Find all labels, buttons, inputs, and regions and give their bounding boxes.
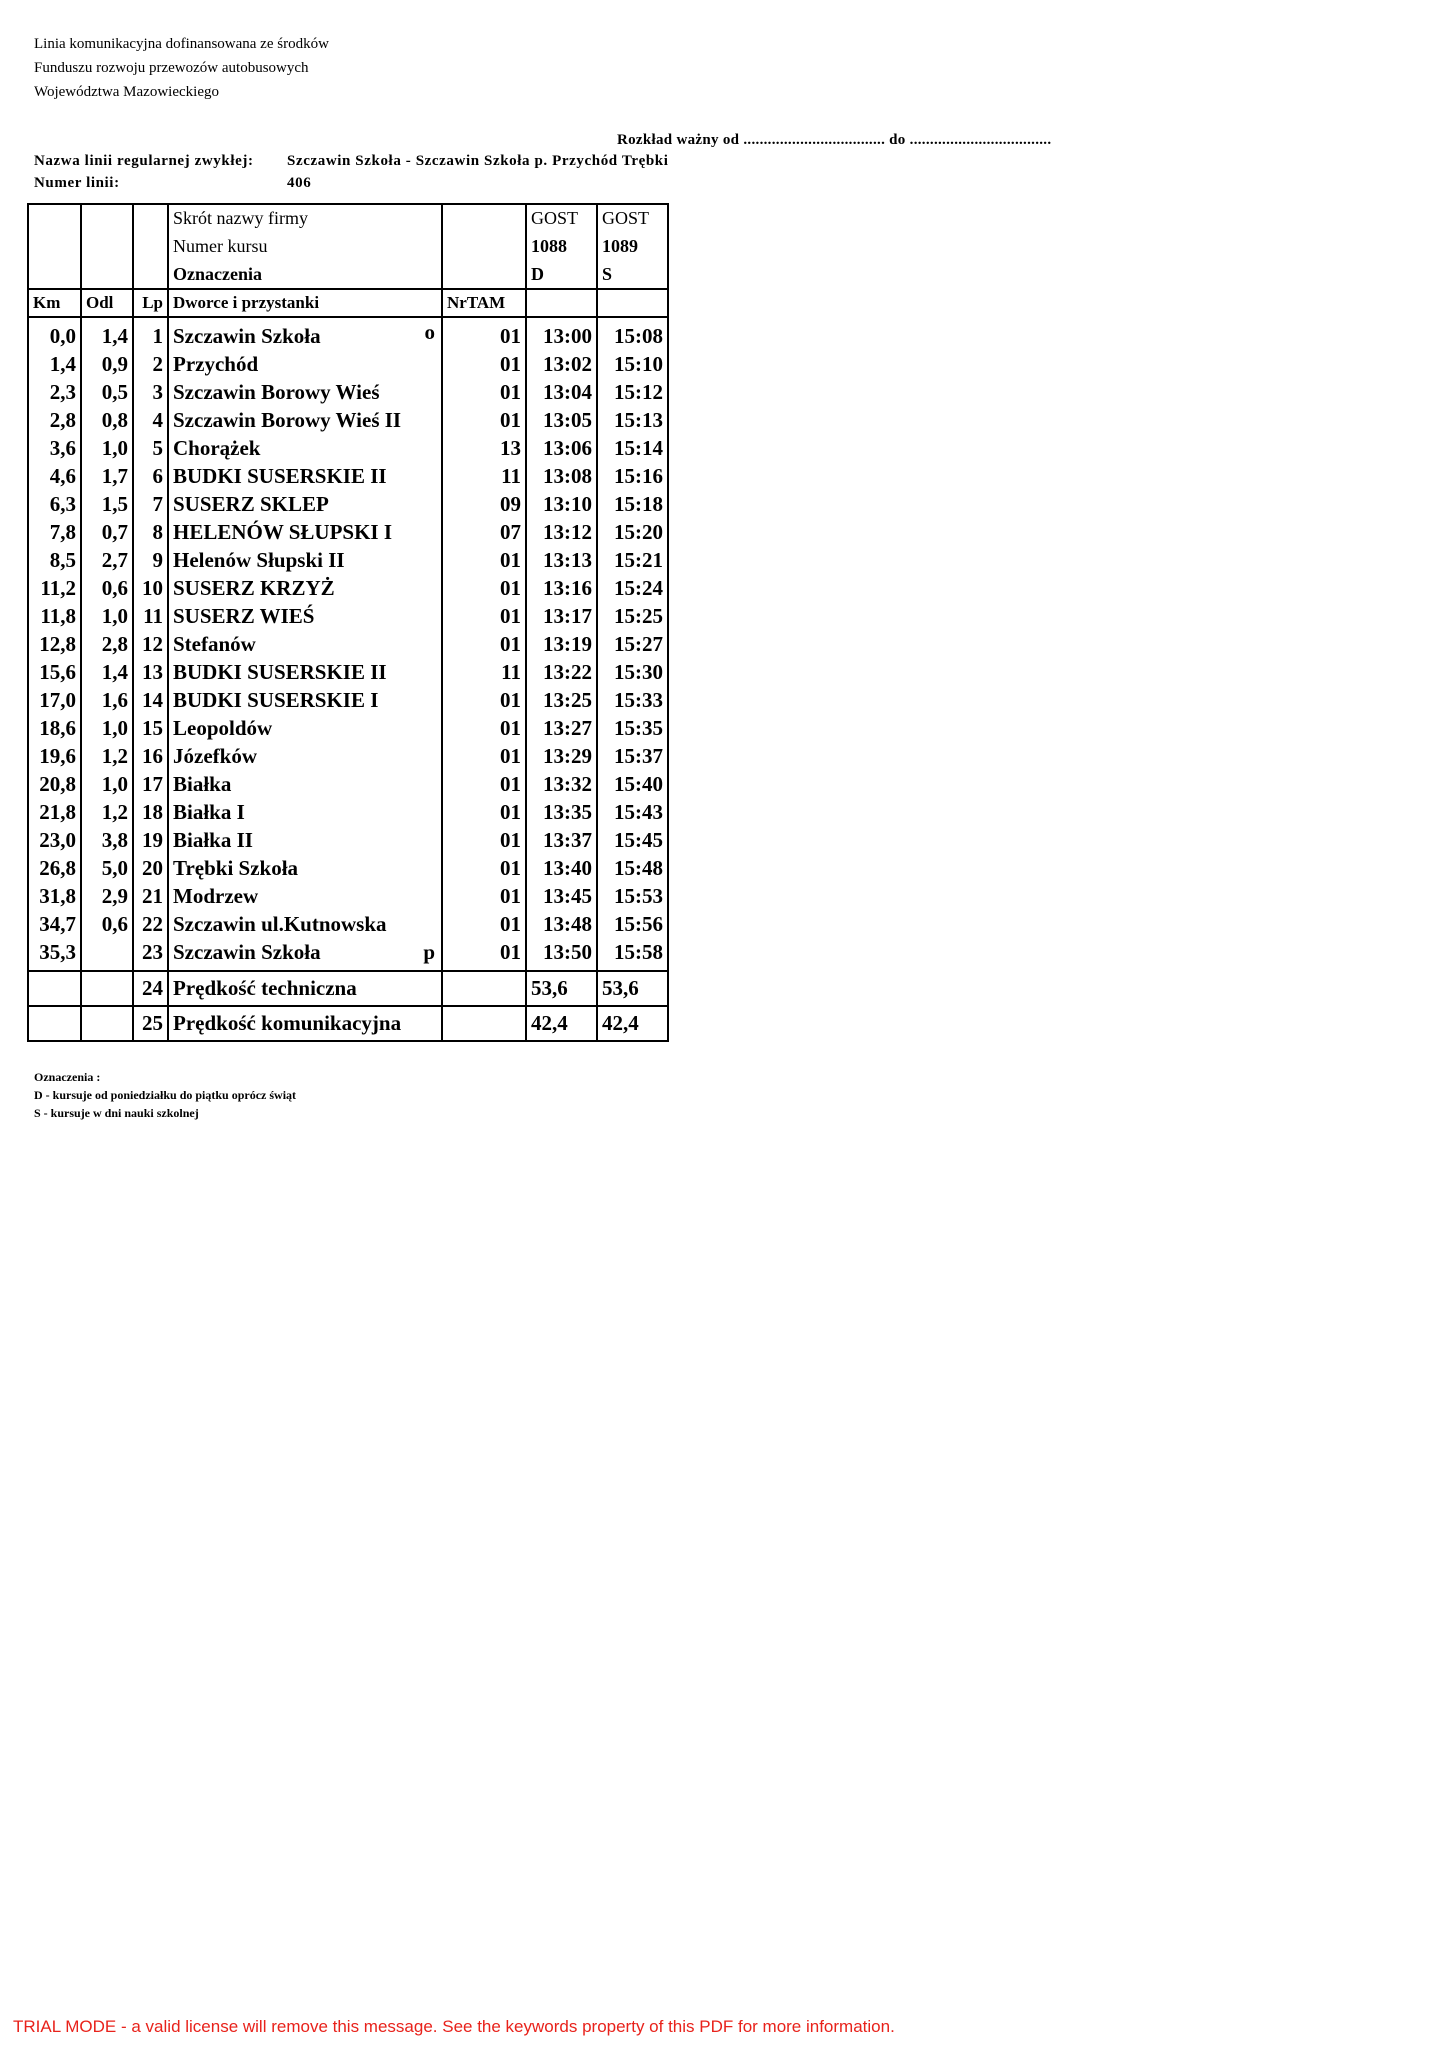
- stop-distance: 1,7: [81, 462, 133, 490]
- stop-km: 18,6: [28, 714, 81, 742]
- stop-name: Szczawin ul.Kutnowska: [173, 912, 387, 936]
- stop-name: Stefanów: [173, 632, 256, 656]
- summary-empty: [28, 971, 81, 1006]
- stop-time-1089: 15:25: [597, 602, 668, 630]
- stop-time-1088: 13:45: [526, 882, 597, 910]
- stop-row: [28, 630, 668, 658]
- stop-km: 26,8: [28, 854, 81, 882]
- stop-distance: 2,7: [81, 546, 133, 574]
- company-name: GOST: [597, 204, 668, 232]
- stop-distance: 1,0: [81, 770, 133, 798]
- summary-empty: [28, 1006, 81, 1041]
- stop-nrtam: 01: [442, 938, 526, 971]
- stop-flag: p: [423, 940, 435, 964]
- line-name-label: Nazwa linii regularnej zwykłej:: [34, 153, 254, 169]
- stop-name: Szczawin Borowy Wieś II: [173, 408, 402, 432]
- summary-lp: 25: [133, 1006, 168, 1041]
- stop-time-1089: 15:13: [597, 406, 668, 434]
- stop-time-1088: 13:02: [526, 350, 597, 378]
- stop-row: [28, 350, 668, 378]
- stop-time-1089: 15:56: [597, 910, 668, 938]
- stop-row: [28, 910, 668, 938]
- trial-watermark: TRIAL MODE - a valid license will remove this message. See the keywords property of this PDF for more information.: [13, 2017, 895, 2036]
- stop-km: 11,2: [28, 574, 81, 602]
- stop-km: 23,0: [28, 826, 81, 854]
- stop-time-1088: 13:06: [526, 434, 597, 462]
- stop-distance: 1,5: [81, 490, 133, 518]
- legend-title: Oznaczenia :: [34, 1070, 101, 1084]
- stop-time-1088: 13:35: [526, 798, 597, 826]
- stop-time-1089: 15:58: [597, 938, 668, 971]
- stop-row: [28, 518, 668, 546]
- stop-name-cell: [168, 462, 442, 490]
- stop-time-1088: 13:37: [526, 826, 597, 854]
- stop-name: Szczawin Szkoła: [173, 324, 321, 348]
- stop-distance: [81, 938, 133, 971]
- stop-name: Szczawin Szkoła: [173, 940, 321, 964]
- stop-lp: 13: [133, 658, 168, 686]
- stop-nrtam: 01: [442, 770, 526, 798]
- stop-nrtam: 01: [442, 742, 526, 770]
- stop-nrtam: 01: [442, 317, 526, 350]
- stop-time-1089: 15:33: [597, 686, 668, 714]
- stop-km: 2,8: [28, 406, 81, 434]
- stop-nrtam: 01: [442, 854, 526, 882]
- stop-lp: 18: [133, 798, 168, 826]
- stop-distance: 0,7: [81, 518, 133, 546]
- stop-name: Modrzew: [173, 884, 259, 908]
- stop-lp: 4: [133, 406, 168, 434]
- stop-name-cell: [168, 434, 442, 462]
- stop-lp: 19: [133, 826, 168, 854]
- stop-row: [28, 378, 668, 406]
- stop-name-cell: [168, 798, 442, 826]
- stop-nrtam: 01: [442, 826, 526, 854]
- stop-name: Józefków: [173, 744, 257, 768]
- stop-km: 19,6: [28, 742, 81, 770]
- summary-label: Prędkość komunikacyjna: [168, 1006, 442, 1041]
- stop-name-cell: [168, 742, 442, 770]
- stop-lp: 1: [133, 317, 168, 350]
- stop-name-cell: [168, 602, 442, 630]
- stop-row: [28, 854, 668, 882]
- timetable: [27, 203, 669, 1042]
- stop-time-1088: 13:08: [526, 462, 597, 490]
- stop-nrtam: 01: [442, 910, 526, 938]
- stop-row: [28, 686, 668, 714]
- stop-nrtam: 01: [442, 798, 526, 826]
- stop-time-1088: 13:29: [526, 742, 597, 770]
- stop-time-1088: 13:16: [526, 574, 597, 602]
- summary-empty: [81, 1006, 133, 1041]
- stop-lp: 16: [133, 742, 168, 770]
- stop-time-1088: 13:48: [526, 910, 597, 938]
- stop-lp: 2: [133, 350, 168, 378]
- stop-distance: 1,6: [81, 686, 133, 714]
- stop-distance: 1,2: [81, 742, 133, 770]
- stop-name-cell: [168, 714, 442, 742]
- stop-km: 2,3: [28, 378, 81, 406]
- summary-value-1089: 53,6: [597, 971, 668, 1006]
- stop-row: [28, 602, 668, 630]
- stop-name: Przychód: [173, 352, 259, 376]
- stop-nrtam: 01: [442, 350, 526, 378]
- stop-nrtam: 13: [442, 434, 526, 462]
- stop-time-1089: 15:35: [597, 714, 668, 742]
- stop-name-cell: [168, 317, 442, 350]
- marks-label: Oznaczenia: [168, 261, 442, 289]
- stop-time-1089: 15:18: [597, 490, 668, 518]
- summary-value-1088: 42,4: [526, 1006, 597, 1041]
- stop-lp: 15: [133, 714, 168, 742]
- stop-row: [28, 658, 668, 686]
- company-name: GOST: [526, 204, 597, 232]
- stop-name: Helenów Słupski II: [173, 548, 345, 572]
- legend-item-s: S - kursuje w dni nauki szkolnej: [34, 1106, 199, 1120]
- stop-distance: 1,0: [81, 434, 133, 462]
- stop-time-1089: 15:53: [597, 882, 668, 910]
- summary-row: [28, 971, 668, 1006]
- stop-km: 21,8: [28, 798, 81, 826]
- stop-time-1088: 13:32: [526, 770, 597, 798]
- stop-time-1088: 13:22: [526, 658, 597, 686]
- stop-time-1089: 15:10: [597, 350, 668, 378]
- stop-row: [28, 434, 668, 462]
- stop-nrtam: 07: [442, 518, 526, 546]
- stop-row: [28, 462, 668, 490]
- column-header-nrtam: NrTAM: [442, 289, 526, 317]
- stop-time-1088: 13:50: [526, 938, 597, 971]
- stop-name-cell: [168, 882, 442, 910]
- stop-lp: 7: [133, 490, 168, 518]
- course-number: 1089: [597, 232, 668, 261]
- funding-line: Linia komunikacyjna dofinansowana ze środków: [34, 36, 329, 52]
- stop-time-1089: 15:08: [597, 317, 668, 350]
- stop-km: 11,8: [28, 602, 81, 630]
- stop-distance: 0,6: [81, 910, 133, 938]
- stop-time-1089: 15:48: [597, 854, 668, 882]
- stop-time-1088: 13:04: [526, 378, 597, 406]
- stop-nrtam: 01: [442, 406, 526, 434]
- stop-time-1089: 15:20: [597, 518, 668, 546]
- stop-row: [28, 742, 668, 770]
- column-header-odl: Odl: [81, 289, 133, 317]
- stop-row: [28, 882, 668, 910]
- column-header-lp: Lp: [133, 289, 168, 317]
- stop-time-1088: 13:17: [526, 602, 597, 630]
- stop-nrtam: 01: [442, 630, 526, 658]
- stop-time-1089: 15:14: [597, 434, 668, 462]
- stop-name: SUSERZ WIEŚ: [173, 604, 315, 628]
- stop-lp: 9: [133, 546, 168, 574]
- stop-km: 7,8: [28, 518, 81, 546]
- legend-item-d: D - kursuje od poniedziałku do piątku oprócz świąt: [34, 1088, 297, 1102]
- stop-km: 12,8: [28, 630, 81, 658]
- stop-nrtam: 09: [442, 490, 526, 518]
- column-header-stops: Dworce i przystanki: [168, 289, 442, 317]
- stop-distance: 2,8: [81, 630, 133, 658]
- stop-name-cell: [168, 406, 442, 434]
- stop-nrtam: 01: [442, 686, 526, 714]
- stop-lp: 8: [133, 518, 168, 546]
- stop-time-1089: 15:37: [597, 742, 668, 770]
- stop-nrtam: 01: [442, 602, 526, 630]
- stop-km: 35,3: [28, 938, 81, 971]
- stop-distance: 1,2: [81, 798, 133, 826]
- summary-lp: 24: [133, 971, 168, 1006]
- stop-name: Trębki Szkoła: [173, 856, 299, 880]
- stop-time-1088: 13:10: [526, 490, 597, 518]
- stop-name: Białka I: [173, 800, 245, 824]
- stop-time-1089: 15:27: [597, 630, 668, 658]
- stop-km: 34,7: [28, 910, 81, 938]
- stop-lp: 20: [133, 854, 168, 882]
- stop-km: 17,0: [28, 686, 81, 714]
- column-header-km: Km: [28, 289, 81, 317]
- summary-empty: [442, 971, 526, 1006]
- stop-nrtam: 11: [442, 462, 526, 490]
- legend-notes: [34, 1068, 296, 1122]
- stop-name-cell: [168, 658, 442, 686]
- stop-time-1089: 15:30: [597, 658, 668, 686]
- stop-flag: o: [424, 320, 435, 344]
- stop-row: [28, 798, 668, 826]
- stop-row: [28, 406, 668, 434]
- stop-time-1089: 15:12: [597, 378, 668, 406]
- stop-name: Białka: [173, 772, 232, 796]
- stop-distance: 0,9: [81, 350, 133, 378]
- line-number-value: 406: [287, 175, 312, 191]
- stop-nrtam: 01: [442, 714, 526, 742]
- stop-lp: 3: [133, 378, 168, 406]
- stop-distance: 1,4: [81, 658, 133, 686]
- stop-distance: 0,6: [81, 574, 133, 602]
- summary-label: Prędkość techniczna: [168, 971, 442, 1006]
- stop-time-1088: 13:00: [526, 317, 597, 350]
- stop-lp: 5: [133, 434, 168, 462]
- summary-value-1088: 53,6: [526, 971, 597, 1006]
- summary-empty: [81, 971, 133, 1006]
- stop-name: SUSERZ SKLEP: [173, 492, 329, 516]
- funding-note: [34, 32, 329, 104]
- stop-name-cell: [168, 910, 442, 938]
- line-number-label: Numer linii:: [34, 175, 120, 191]
- stop-km: 4,6: [28, 462, 81, 490]
- stop-lp: 23: [133, 938, 168, 971]
- stop-km: 3,6: [28, 434, 81, 462]
- stop-time-1088: 13:13: [526, 546, 597, 574]
- stop-name: Białka II: [173, 828, 253, 852]
- stop-row: [28, 826, 668, 854]
- stop-distance: 5,0: [81, 854, 133, 882]
- stop-name-cell: [168, 350, 442, 378]
- stop-km: 1,4: [28, 350, 81, 378]
- stop-name-cell: [168, 518, 442, 546]
- stop-distance: 2,9: [81, 882, 133, 910]
- course-mark: D: [526, 261, 597, 289]
- stop-time-1088: 13:27: [526, 714, 597, 742]
- stop-time-1088: 13:05: [526, 406, 597, 434]
- stop-name: HELENÓW SŁUPSKI I: [173, 520, 393, 544]
- stop-lp: 11: [133, 602, 168, 630]
- stop-km: 20,8: [28, 770, 81, 798]
- course-number: 1088: [526, 232, 597, 261]
- stop-name: BUDKI SUSERSKIE II: [173, 660, 387, 684]
- stop-km: 0,0: [28, 317, 81, 350]
- stop-lp: 21: [133, 882, 168, 910]
- stop-row: [28, 546, 668, 574]
- stop-time-1089: 15:21: [597, 546, 668, 574]
- stop-km: 6,3: [28, 490, 81, 518]
- stop-distance: 0,5: [81, 378, 133, 406]
- stop-row: [28, 770, 668, 798]
- funding-line: Województwa Mazowieckiego: [34, 84, 219, 100]
- stop-time-1088: 13:19: [526, 630, 597, 658]
- stop-nrtam: 01: [442, 882, 526, 910]
- stop-time-1089: 15:16: [597, 462, 668, 490]
- stop-name-cell: [168, 546, 442, 574]
- stop-nrtam: 01: [442, 378, 526, 406]
- stop-row: [28, 574, 668, 602]
- stop-nrtam: 01: [442, 574, 526, 602]
- stop-distance: 3,8: [81, 826, 133, 854]
- stop-lp: 17: [133, 770, 168, 798]
- stop-name-cell: [168, 490, 442, 518]
- validity-line: Rozkład ważny od ................................... do ...................................: [617, 132, 1052, 148]
- stop-time-1089: 15:43: [597, 798, 668, 826]
- stop-distance: 1,0: [81, 714, 133, 742]
- stop-distance: 1,0: [81, 602, 133, 630]
- stop-name: Szczawin Borowy Wieś: [173, 380, 380, 404]
- stop-name-cell: [168, 686, 442, 714]
- stop-name-cell: [168, 630, 442, 658]
- company-label: Skrót nazwy firmy: [168, 204, 442, 232]
- stop-name: SUSERZ KRZYŻ: [173, 576, 335, 600]
- course-mark: S: [597, 261, 668, 289]
- stop-name-cell: [168, 770, 442, 798]
- line-name-value: Szczawin Szkoła - Szczawin Szkoła p. Przychód Trębki: [287, 153, 669, 169]
- stop-time-1088: 13:12: [526, 518, 597, 546]
- stop-km: 8,5: [28, 546, 81, 574]
- stop-time-1089: 15:45: [597, 826, 668, 854]
- funding-line: Funduszu rozwoju przewozów autobusowych: [34, 60, 309, 76]
- stop-km: 31,8: [28, 882, 81, 910]
- stop-time-1088: 13:25: [526, 686, 597, 714]
- stop-lp: 22: [133, 910, 168, 938]
- stop-row: [28, 714, 668, 742]
- stop-row: [28, 317, 668, 350]
- stop-name: BUDKI SUSERSKIE II: [173, 464, 387, 488]
- stop-name-cell: [168, 378, 442, 406]
- stop-lp: 10: [133, 574, 168, 602]
- stop-distance: 0,8: [81, 406, 133, 434]
- stop-time-1089: 15:24: [597, 574, 668, 602]
- stop-lp: 12: [133, 630, 168, 658]
- stop-row: [28, 490, 668, 518]
- stop-name-cell: [168, 938, 442, 971]
- stop-distance: 1,4: [81, 317, 133, 350]
- stop-km: 15,6: [28, 658, 81, 686]
- stop-name: Leopoldów: [173, 716, 273, 740]
- stop-time-1088: 13:40: [526, 854, 597, 882]
- stop-name-cell: [168, 826, 442, 854]
- summary-row: [28, 1006, 668, 1041]
- stop-name-cell: [168, 854, 442, 882]
- summary-empty: [442, 1006, 526, 1041]
- stop-nrtam: 11: [442, 658, 526, 686]
- stop-name: BUDKI SUSERSKIE I: [173, 688, 379, 712]
- stop-row: [28, 938, 668, 971]
- stop-lp: 14: [133, 686, 168, 714]
- stop-lp: 6: [133, 462, 168, 490]
- summary-value-1089: 42,4: [597, 1006, 668, 1041]
- stop-nrtam: 01: [442, 546, 526, 574]
- stop-time-1089: 15:40: [597, 770, 668, 798]
- stop-name-cell: [168, 574, 442, 602]
- stop-name: Chorążek: [173, 436, 261, 460]
- course-label: Numer kursu: [168, 232, 442, 261]
